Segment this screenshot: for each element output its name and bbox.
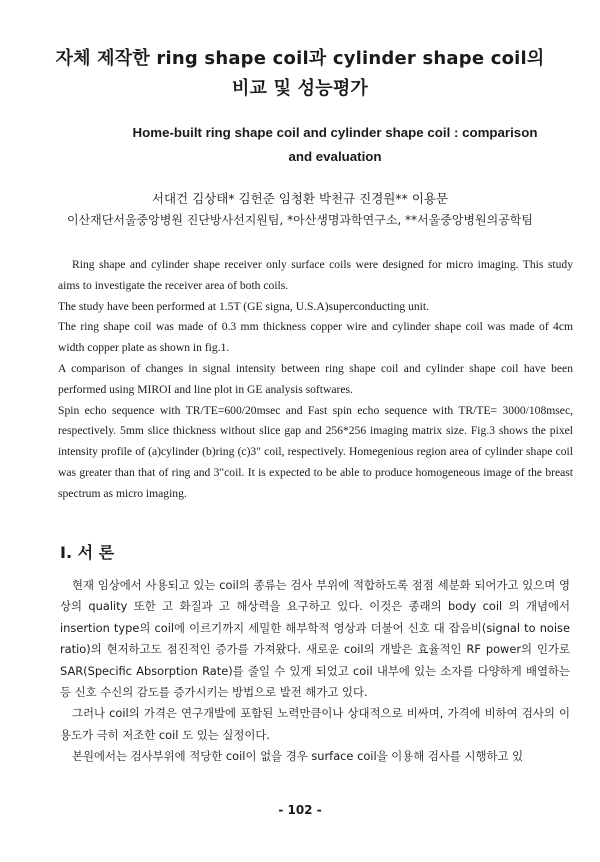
abstract — [58, 255, 573, 505]
body-paragraph: 현재 임상에서 사용되고 있는 coil의 종류는 검사 부위에 적합하도록 점점 세분화 되어가고 있으며 영상의 quality 또한 고 화질과 고 해상력을 요구하고 있다. 이것은 종래의 body coil 의 개념에서 insertion type의 coil에 이르기까지 세밀한 해부학적 영상과 더불어 신호 대 잡음비(signal to noise ratio)의 현저하고도 점진적인 증가를 가져왔다. 새로운 coil의 개발은 효율적인 RF power의 인가로 SAR(Specific Absorption Rate)를 줄일 수 있게 되었고 coil 내부에 있는 소자를 다양하게 배열하는 등 신호 수신의 감도를 증가시키는 방법으로 발전 해가고 있다. — [60, 578, 570, 700]
korean-title-line-1: 자체 제작한 ring shape coil과 cylinder shape coil의 — [55, 48, 545, 69]
english-title-line-2: and evaluation — [288, 149, 382, 164]
abstract-paragraph: Ring shape and cylinder shape receiver only surface coils were designed for micro imaging. This study aims to investigate the receiver area of both coils. — [58, 258, 573, 292]
abstract-paragraph: A comparison of changes in signal intensity between ring shape coil and cylinder shape coil have been performed using MIROI and line plot in GE analysis softwares. — [58, 361, 573, 396]
abstract-paragraph: The study have been performed at 1.5T (GE signa, U.S.A)superconducting unit. — [58, 299, 430, 313]
abstract-paragraph: The ring shape coil was made of 0.3 mm thickness copper wire and cylinder shape coil was made of 4cm width copper plate as shown in fig.1. — [58, 320, 573, 355]
english-title-line-1: Home-built ring shape coil and cylinder shape coil : comparison — [132, 125, 538, 140]
author-names: 서대건 김상태* 김헌준 임청환 박천규 진경원** 이용문 — [151, 191, 449, 206]
introduction-body — [60, 575, 570, 768]
section-heading-introduction: I. 서 론 — [60, 543, 115, 562]
korean-title-line-2: 비교 및 성능평가 — [231, 78, 369, 99]
body-paragraph: 본원에서는 검사부위에 적당한 coil이 없을 경우 surface coil을 이용해 검사를 시행하고 있 — [72, 749, 524, 764]
body-paragraph: 그러나 coil의 가격은 연구개발에 포함된 노력만큼이나 상대적으로 비싸며, 가격에 비하여 검사의 이용도가 극히 저조한 coil 도 있는 실정이다. — [60, 706, 570, 742]
page-number: - 102 - — [278, 803, 322, 817]
abstract-paragraph: Spin echo sequence with TR/TE=600/20msec and Fast spin echo sequence with TR/TE= 3000/108msec, respectively. 5mm slice thickness without slice gap and 256*256 imaging matrix size. Fig.3 shows the pixel intensity profile of (a)cylinder (b)ring (c)3" coil, respectively. Homegenious region area of cylinder shape coil was greater than that of ring and 3"coil. It is expected to be able to produce homogeneous image of the breast spectrum as micro imaging. — [58, 403, 573, 500]
author-affiliations: 이산재단서울중앙병원 진단방사선지원팀, *아산생명과학연구소, **서울중앙병원의공학팀 — [67, 213, 533, 227]
